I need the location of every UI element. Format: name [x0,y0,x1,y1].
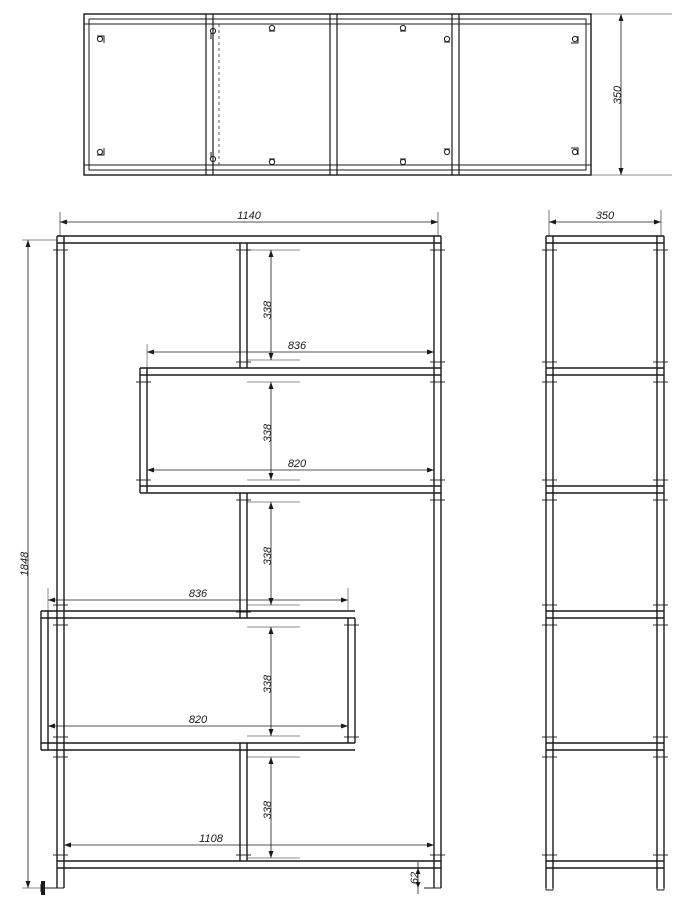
dim-shelf-a: 836 [287,340,307,352]
dim-overall-width: 1140 [237,210,261,222]
dim-shelf-c: 836 [188,588,208,600]
side-view [542,210,668,890]
dim-bay-3: 338 [262,546,274,566]
dim-bottom-width: 1108 [199,833,223,845]
front-view [22,212,445,895]
dim-shelf-b: 820 [287,458,307,470]
top-view [84,14,672,175]
dim-overall-height: 1848 [19,551,31,577]
dim-bay-4: 338 [262,674,274,694]
dim-foot-height: 62 [409,871,421,885]
dim-shelf-d: 820 [188,714,208,726]
dim-bay-5: 338 [262,800,274,820]
dim-top-depth: 350 [612,85,624,105]
dim-side-depth: 350 [595,210,615,222]
dim-bay-1: 338 [262,300,274,320]
dim-bay-2: 338 [262,423,274,443]
